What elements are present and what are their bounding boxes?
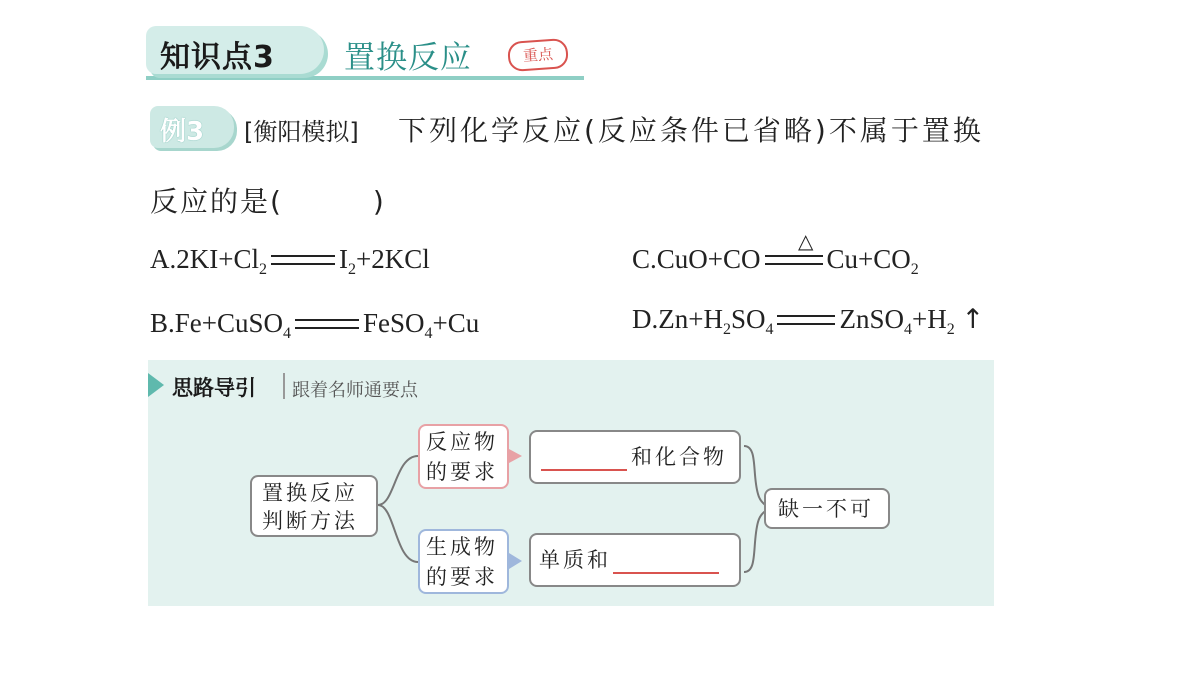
question-text-line1: 下列化学反应(反应条件已省略)不属于置换 — [398, 114, 984, 147]
question-text-line2: 反应的是( ) — [150, 185, 386, 218]
option-b-product-subscript: 4 — [424, 325, 433, 342]
option-b-subscript: 4 — [283, 325, 292, 342]
key-point-stamp: 重点 — [507, 38, 569, 72]
option-c-reactants: C.CuO+CO — [632, 244, 761, 274]
option-b-rest: +Cu — [432, 308, 480, 338]
option-d-rest: +H — [912, 304, 947, 334]
option-a-subscript: 2 — [258, 261, 267, 278]
example-label: 例3 — [160, 117, 205, 147]
option-d-product: ZnSO — [839, 304, 904, 334]
option-c-product: Cu+CO — [826, 244, 911, 274]
product-requirement-box — [529, 533, 741, 587]
conclusion-box — [764, 488, 890, 529]
product-node-line1: 生成物 — [426, 535, 498, 559]
guide-subtitle: 跟着名师通要点 — [292, 380, 418, 401]
reactant-requirement-box — [529, 430, 741, 484]
root-node-method — [250, 475, 378, 537]
option-a-product-subscript: 2 — [347, 261, 356, 278]
product-requirement-node — [418, 529, 509, 594]
gas-up-arrow-icon: ↑ — [961, 304, 985, 335]
option-d-reactants: D.Zn+H — [632, 304, 723, 334]
section-title: 置换反应 — [344, 40, 472, 76]
guide-title: 思路导引 — [172, 376, 256, 400]
reactant-requirement-text: 和化合物 — [631, 445, 727, 469]
answer-blank-reactant[interactable] — [541, 468, 627, 471]
reactant-requirement-node — [418, 424, 509, 489]
option-d-rest-subscript: 2 — [946, 321, 955, 338]
option-a-product: I — [338, 244, 348, 274]
option-d-subscript: 2 — [722, 321, 731, 338]
option-a-rest: +2KCl — [355, 244, 430, 274]
option-d-subscript-2: 4 — [765, 321, 774, 338]
conclusion-text: 缺一不可 — [778, 497, 874, 521]
answer-blank-product[interactable] — [613, 571, 719, 574]
product-node-line2: 的要求 — [426, 565, 498, 589]
root-node-line2: 判断方法 — [262, 509, 358, 533]
option-d-product-subscript: 4 — [904, 321, 912, 338]
option-d-reactant-mid: SO — [730, 304, 766, 334]
product-requirement-text: 单质和 — [539, 548, 611, 572]
example-source: [衡阳模拟] — [244, 118, 359, 146]
reactant-node-line2: 的要求 — [426, 460, 498, 484]
option-c-product-subscript: 2 — [910, 261, 919, 278]
option-b-reactants: B.Fe+CuSO — [150, 308, 284, 338]
option-a-reactants: A.2KI+Cl — [150, 244, 259, 274]
option-b-product: FeSO — [363, 308, 425, 338]
knowledge-point-label: 知识点3 — [160, 40, 275, 75]
root-node-line1: 置换反应 — [262, 481, 358, 505]
reactant-node-line1: 反应物 — [426, 430, 498, 454]
heating-condition-icon: △ — [798, 229, 814, 253]
